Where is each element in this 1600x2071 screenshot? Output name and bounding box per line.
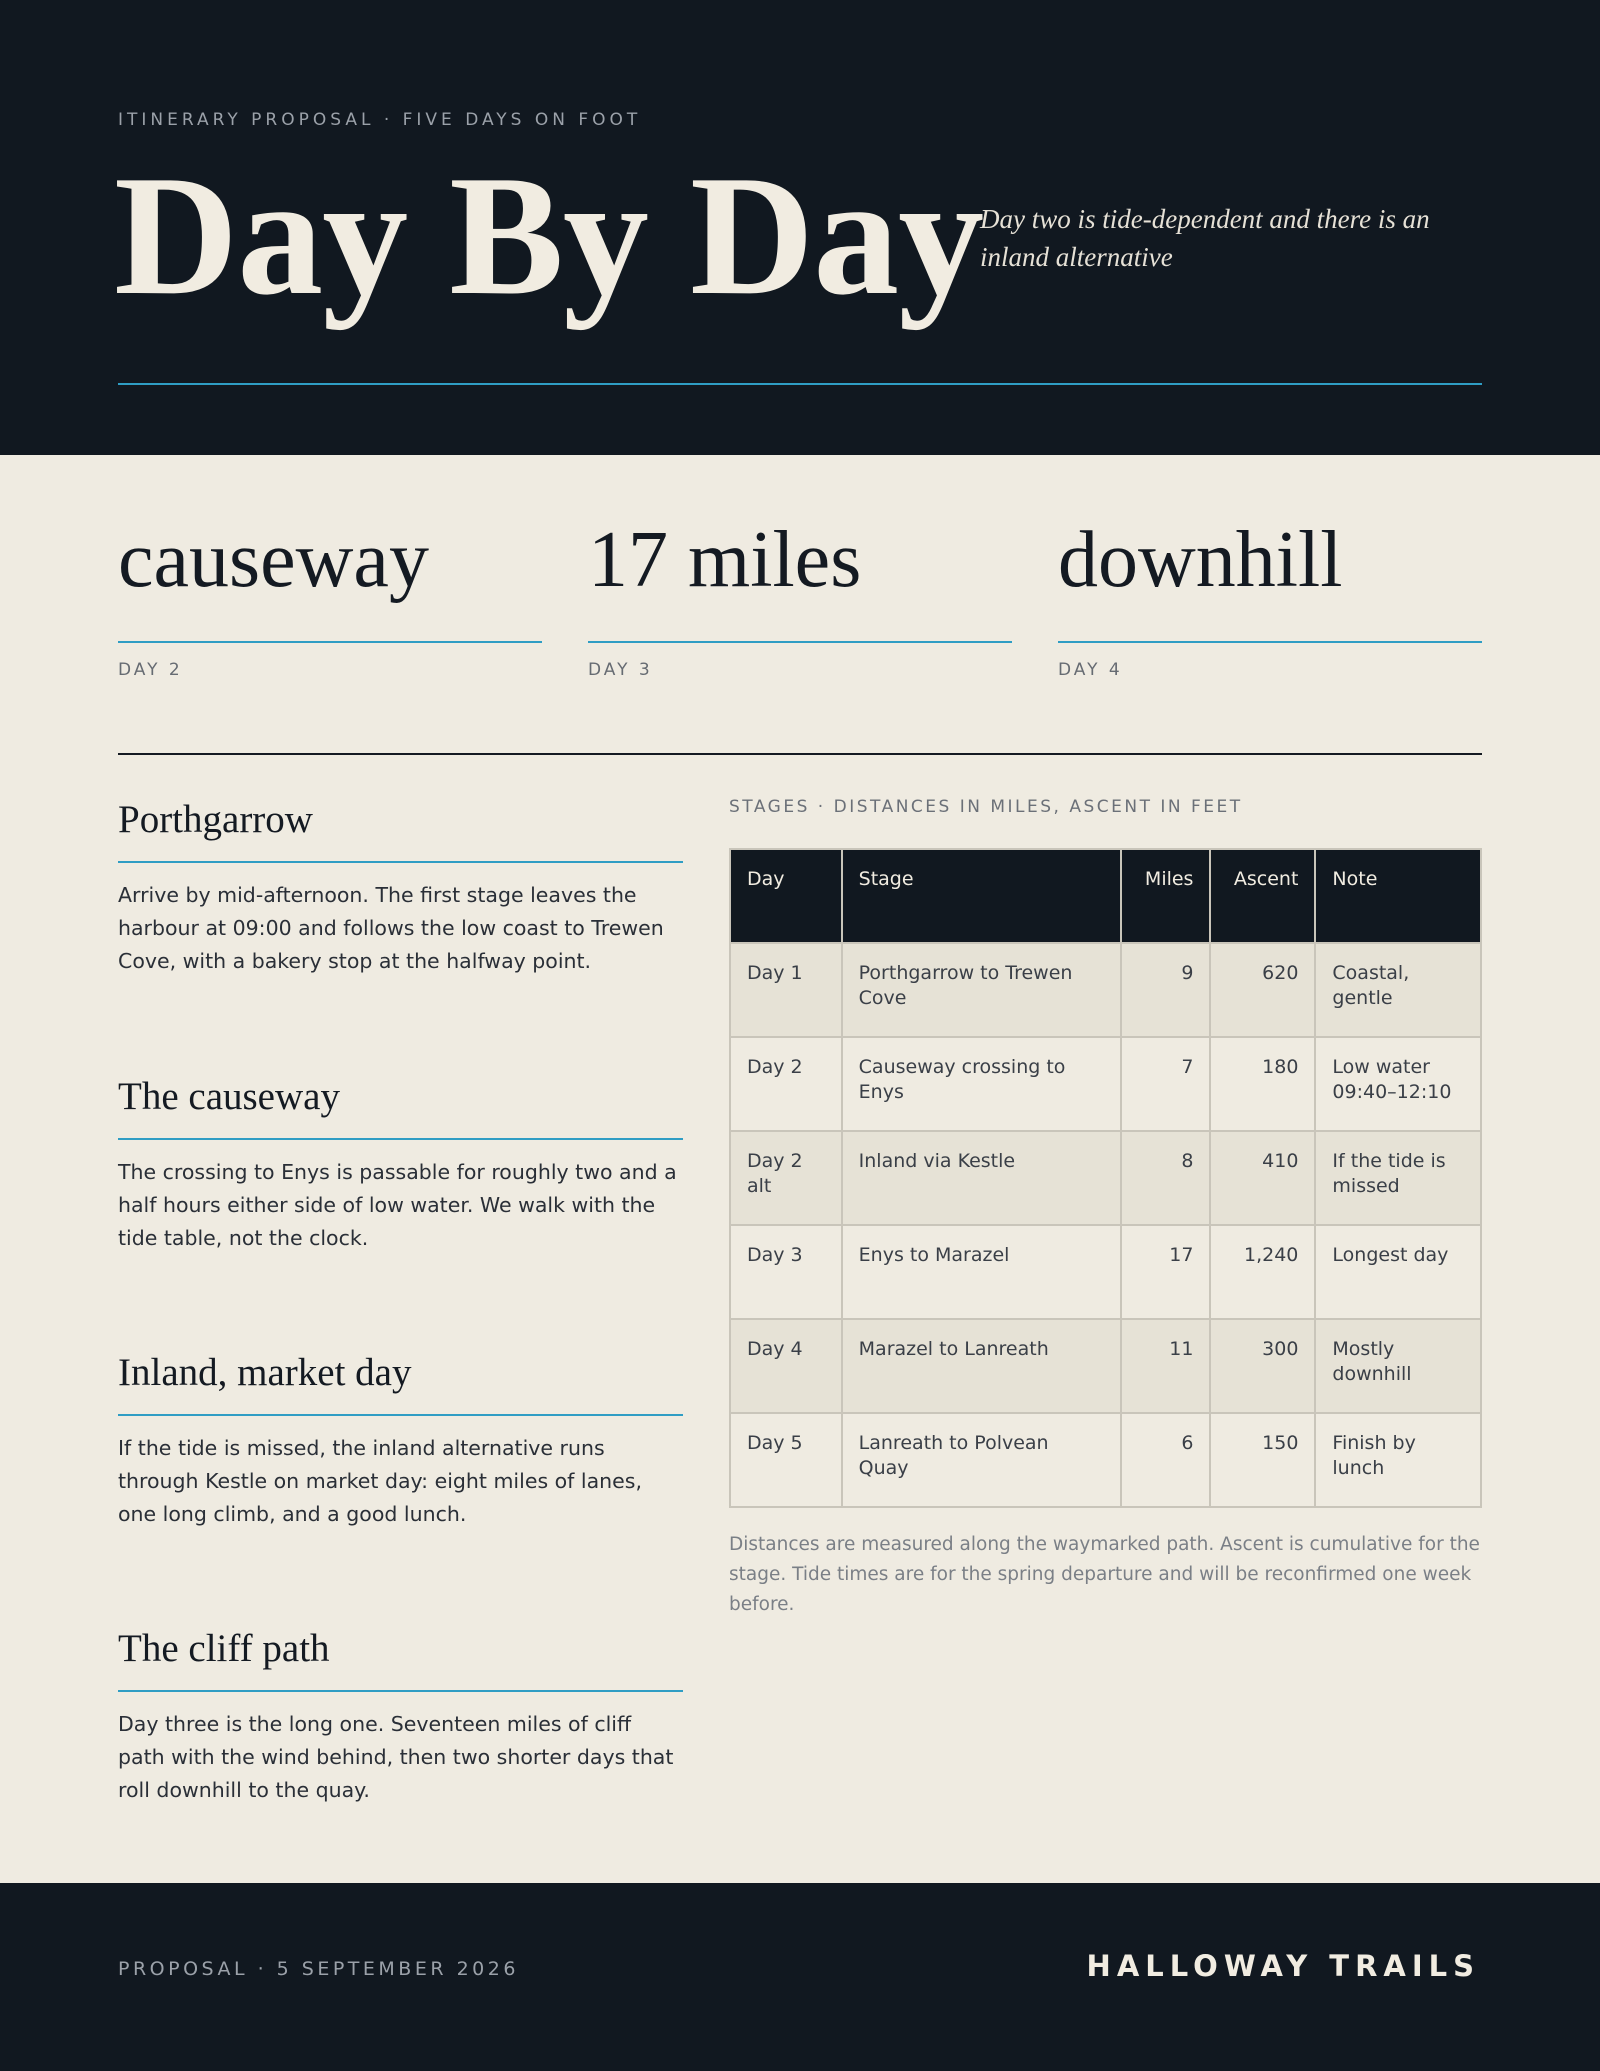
section-body: If the tide is missed, the inland alternative runs through Kestle on market day: eight miles of lanes, one long climb, and a good lunch. bbox=[118, 1436, 642, 1526]
section-heading: The cliff path bbox=[118, 1627, 330, 1670]
section-body: Day three is the long one. Seventeen miles of cliff path with the wind behind, then two shorter days that roll downhill to the quay. bbox=[118, 1712, 674, 1802]
cell-miles: 11 bbox=[1121, 1319, 1211, 1413]
cell-stage: Inland via Kestle bbox=[842, 1131, 1121, 1225]
stat-value: causeway bbox=[118, 516, 429, 604]
stat-value: downhill bbox=[1058, 516, 1343, 604]
stat-rule bbox=[118, 641, 542, 643]
section-cliff-path bbox=[118, 1624, 683, 1807]
table-row bbox=[730, 943, 1481, 1037]
column-header-ascent: Ascent bbox=[1210, 849, 1315, 943]
subtitle: Day two is tide-dependent and there is an inland alternative bbox=[980, 204, 1430, 272]
cell-ascent: 410 bbox=[1210, 1131, 1315, 1225]
cell-miles: 8 bbox=[1121, 1131, 1211, 1225]
stat-label: DAY 3 bbox=[588, 660, 653, 680]
cell-stage: Causeway crossing to Enys bbox=[842, 1037, 1121, 1131]
cell-note: Coastal, gentle bbox=[1315, 943, 1481, 1037]
page-title: Day By Day bbox=[114, 141, 984, 331]
cell-ascent: 150 bbox=[1210, 1413, 1315, 1507]
stat-rule bbox=[588, 641, 1012, 643]
cell-ascent: 620 bbox=[1210, 943, 1315, 1037]
eyebrow: ITINERARY PROPOSAL · FIVE DAYS ON FOOT bbox=[118, 110, 642, 130]
section-divider bbox=[118, 753, 1482, 755]
header-rule bbox=[118, 383, 1482, 385]
section-rule bbox=[118, 1690, 683, 1692]
footer-date: PROPOSAL · 5 SEPTEMBER 2026 bbox=[118, 1958, 519, 1980]
stat-day-3 bbox=[588, 515, 1012, 680]
cell-miles: 7 bbox=[1121, 1037, 1211, 1131]
table-caption: STAGES · DISTANCES IN MILES, ASCENT IN FEET bbox=[729, 797, 1243, 817]
section-heading: Inland, market day bbox=[118, 1351, 412, 1394]
cell-ascent: 300 bbox=[1210, 1319, 1315, 1413]
stages-table bbox=[729, 848, 1482, 1508]
section-body: The crossing to Enys is passable for roughly two and a half hours either side of low water. We walk with the tide table, not the clock. bbox=[118, 1160, 677, 1250]
section-rule bbox=[118, 861, 683, 863]
header bbox=[0, 0, 1600, 455]
section-heading: The causeway bbox=[118, 1075, 340, 1118]
section-causeway bbox=[118, 1072, 683, 1255]
cell-day: Day 2 alt bbox=[730, 1131, 842, 1225]
cell-stage: Lanreath to Polvean Quay bbox=[842, 1413, 1121, 1507]
cell-ascent: 1,240 bbox=[1210, 1225, 1315, 1319]
cell-note: Longest day bbox=[1315, 1225, 1481, 1319]
cell-note: Mostly downhill bbox=[1315, 1319, 1481, 1413]
table-row bbox=[730, 1225, 1481, 1319]
column-header-miles: Miles bbox=[1121, 849, 1211, 943]
cell-stage: Enys to Marazel bbox=[842, 1225, 1121, 1319]
section-body: Arrive by mid-afternoon. The first stage leaves the harbour at 09:00 and follows the low coast to Trewen Cove, with a bakery stop at the halfway point. bbox=[118, 883, 664, 973]
column-header-note: Note bbox=[1315, 849, 1481, 943]
cell-note: Low water 09:40–12:10 bbox=[1315, 1037, 1481, 1131]
cell-stage: Porthgarrow to Trewen Cove bbox=[842, 943, 1121, 1037]
cell-note: Finish by lunch bbox=[1315, 1413, 1481, 1507]
cell-day: Day 5 bbox=[730, 1413, 842, 1507]
table-row bbox=[730, 1037, 1481, 1131]
cell-day: Day 1 bbox=[730, 943, 842, 1037]
brand-name: HALLOWAY TRAILS bbox=[1086, 1949, 1480, 1983]
cell-miles: 9 bbox=[1121, 943, 1211, 1037]
section-heading: Porthgarrow bbox=[118, 798, 313, 841]
stat-label: DAY 2 bbox=[118, 660, 183, 680]
stat-rule bbox=[1058, 641, 1482, 643]
cell-stage: Marazel to Lanreath bbox=[842, 1319, 1121, 1413]
stat-day-4 bbox=[1058, 515, 1482, 680]
footer bbox=[0, 1883, 1600, 2071]
cell-miles: 17 bbox=[1121, 1225, 1211, 1319]
section-rule bbox=[118, 1138, 683, 1140]
stat-label: DAY 4 bbox=[1058, 660, 1123, 680]
cell-day: Day 3 bbox=[730, 1225, 842, 1319]
table-header-row bbox=[730, 849, 1481, 943]
column-header-stage: Stage bbox=[842, 849, 1121, 943]
cell-day: Day 4 bbox=[730, 1319, 842, 1413]
section-porthgarrow bbox=[118, 795, 683, 978]
section-inland bbox=[118, 1348, 683, 1531]
table-row bbox=[730, 1413, 1481, 1507]
table-row bbox=[730, 1319, 1481, 1413]
section-rule bbox=[118, 1414, 683, 1416]
column-header-day: Day bbox=[730, 849, 842, 943]
table-row bbox=[730, 1131, 1481, 1225]
cell-ascent: 180 bbox=[1210, 1037, 1315, 1131]
cell-note: If the tide is missed bbox=[1315, 1131, 1481, 1225]
stat-day-2 bbox=[118, 515, 542, 680]
cell-miles: 6 bbox=[1121, 1413, 1211, 1507]
cell-day: Day 2 bbox=[730, 1037, 842, 1131]
table-footnote: Distances are measured along the waymarked path. Ascent is cumulative for the stage. Tide times are for the spring departure and will be reconfirmed one week before. bbox=[729, 1534, 1480, 1615]
stat-value: 17 miles bbox=[588, 516, 862, 604]
